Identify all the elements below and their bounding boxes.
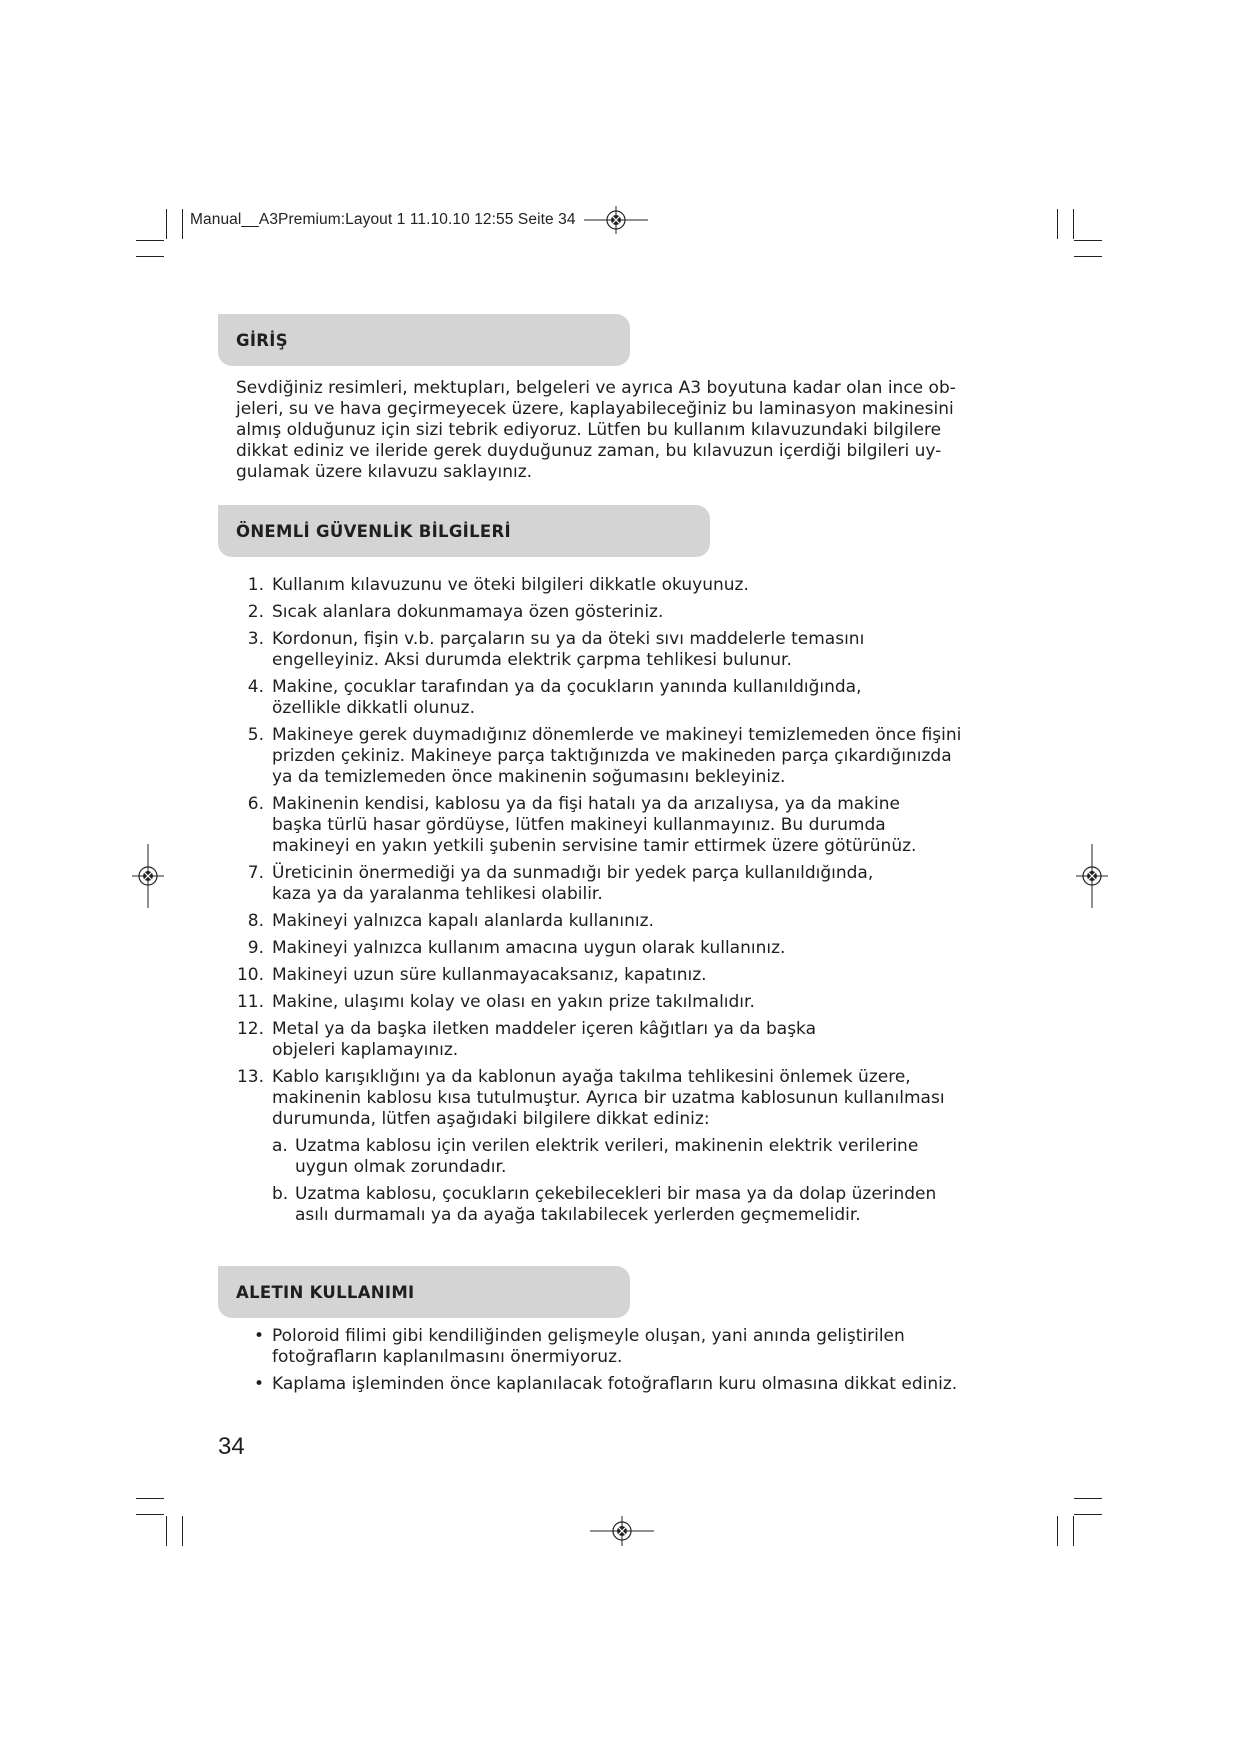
item-line: ya da temizlemeden önce makinenin soğumasını bekleyiniz. (272, 767, 786, 787)
item-line: Metal ya da başka iletken maddeler içeren kâğıtları ya da başka (272, 1019, 817, 1039)
section-header-safety (218, 505, 710, 557)
list-item (236, 575, 1036, 596)
item-line: Makineye gerek duymadığınız dönemlerde ve makineyi temizlemeden önce fişini (272, 725, 962, 745)
item-number: 1. (247, 575, 264, 595)
list-item (236, 677, 1036, 719)
intro-line: Sevdiğiniz resimleri, mektupları, belgeleri ve ayrıca A3 boyutuna kadar olan ince ob- (236, 378, 956, 398)
item-line: Makinenin kendisi, kablosu ya da fişi hatalı ya da arızalıysa, ya da makine (272, 794, 900, 814)
sublist-item (272, 1184, 1036, 1226)
registration-mark-icon (584, 206, 648, 234)
list-item (236, 602, 1036, 623)
section-header-usage (218, 1266, 630, 1318)
item-number: 11. (236, 992, 264, 1012)
item-number: 13. (236, 1067, 264, 1087)
item-line: Kablo karışıklığını ya da kablonun ayağa takılma tehlikesini önlemek üzere, (272, 1067, 911, 1087)
intro-line: almış olduğunuz için sizi tebrik ediyoruz. Lütfen bu kullanım kılavuzundaki bilgilere (236, 420, 942, 440)
item-line: Poloroid filimi gibi kendiliğinden gelişmeyle oluşan, yani anında geliştirilen (272, 1326, 905, 1346)
item-number: 12. (236, 1019, 264, 1039)
list-item (236, 629, 1036, 671)
list-item (236, 1019, 1036, 1061)
crop-mark (182, 1516, 183, 1546)
item-line: başka türlü hasar gördüyse, lütfen makineyi kullanmayınız. Bu durumda (272, 815, 886, 835)
list-item (236, 1067, 1036, 1226)
registration-mark-icon (1076, 844, 1108, 908)
crop-mark (1057, 209, 1058, 239)
item-number: 9. (247, 938, 264, 958)
crop-mark (1074, 1514, 1102, 1515)
list-item (254, 1326, 957, 1368)
page-number: 34 (218, 1433, 245, 1460)
section-title: GİRİŞ (236, 330, 288, 350)
sublist-item (272, 1136, 1036, 1178)
item-line: engelleyiniz. Aksi durumda elektrik çarpma tehlikesi bulunur. (272, 650, 792, 670)
intro-paragraph (236, 378, 1016, 483)
crop-mark (166, 1516, 167, 1546)
list-item (236, 938, 1036, 959)
list-item (236, 965, 1036, 986)
list-item (236, 725, 1036, 788)
item-line: uygun olmak zorundadır. (295, 1157, 507, 1177)
item-line: Uzatma kablosu için verilen elektrik verileri, makinenin elektrik verilerine (295, 1136, 919, 1156)
item-line: fotoğrafların kaplanılmasını önermiyoruz. (272, 1347, 623, 1367)
crop-mark (1074, 240, 1102, 241)
section-title: ÖNEMLİ GÜVENLİK BİLGİLERİ (236, 521, 511, 541)
item-line: Uzatma kablosu, çocukların çekebilecekleri bir masa ya da dolap üzerinden (295, 1184, 937, 1204)
crop-mark (136, 1498, 164, 1499)
item-letter: b. (272, 1184, 289, 1204)
bullet-icon: • (254, 1326, 265, 1346)
item-line: Kullanım kılavuzunu ve öteki bilgileri dikkatle okuyunuz. (272, 575, 749, 595)
list-item (254, 1374, 957, 1395)
item-line: Üreticinin önermediği ya da sunmadığı bir yedek parça kullanıldığında, (272, 863, 874, 883)
section-header-giris (218, 314, 630, 366)
item-number: 10. (236, 965, 264, 985)
section-title: ALETIN KULLANIMI (236, 1282, 415, 1302)
crop-mark (166, 209, 167, 239)
item-line: Makineyi yalnızca kullanım amacına uygun olarak kullanınız. (272, 938, 786, 958)
crop-mark (1057, 1516, 1058, 1546)
item-line: Sıcak alanlara dokunmamaya özen gösteriniz. (272, 602, 664, 622)
registration-mark-icon (132, 844, 164, 908)
item-line: Kaplama işleminden önce kaplanılacak fotoğrafların kuru olmasına dikkat ediniz. (272, 1374, 958, 1394)
crop-mark (136, 1514, 164, 1515)
item-line: objeleri kaplamayınız. (272, 1040, 459, 1060)
intro-line: gulamak üzere kılavuzu saklayınız. (236, 462, 533, 482)
item-line: Kordonun, fişin v.b. parçaların su ya da öteki sıvı maddelerle temasını (272, 629, 865, 649)
item-number: 3. (247, 629, 264, 649)
item-line: Makine, ulaşımı kolay ve olası en yakın prize takılmalıdır. (272, 992, 755, 1012)
item-number: 7. (247, 863, 264, 883)
item-line: Makineyi yalnızca kapalı alanlarda kullanınız. (272, 911, 654, 931)
crop-mark (182, 209, 183, 239)
item-line: Makine, çocuklar tarafından ya da çocukların yanında kullanıldığında, (272, 677, 862, 697)
intro-line: dikkat ediniz ve ileride gerek duyduğunuz zaman, bu kılavuzun içerdiği bilgileri uy- (236, 441, 942, 461)
item-line: makineyi en yakın yetkili şubenin servisine tamir ettirmek üzere götürünüz. (272, 836, 917, 856)
item-line: prizden çekiniz. Makineye parça taktığınızda ve makineden parça çıkardığınızda (272, 746, 952, 766)
item-line: asılı durmamalı ya da ayağa takılabilecek yerlerden geçmemelidir. (295, 1205, 861, 1225)
item-line: kaza ya da yaralanma tehlikesi olabilir. (272, 884, 603, 904)
item-line: özellikle dikkatli olunuz. (272, 698, 475, 718)
crop-mark (136, 240, 164, 241)
crop-mark (1074, 256, 1102, 257)
crop-mark (1073, 1516, 1074, 1546)
safety-list (236, 575, 1036, 1232)
registration-mark-icon (590, 1516, 654, 1546)
list-item (236, 794, 1036, 857)
crop-mark (1073, 209, 1074, 239)
list-item (236, 863, 1036, 905)
usage-list (254, 1326, 957, 1401)
item-number: 8. (247, 911, 264, 931)
item-number: 5. (247, 725, 264, 745)
item-line: Makineyi uzun süre kullanmayacaksanız, kapatınız. (272, 965, 707, 985)
print-slug: Manual__A3Premium:Layout 1 11.10.10 12:55 Seite 34 (190, 211, 576, 228)
bullet-icon: • (254, 1374, 265, 1394)
crop-mark (1074, 1498, 1102, 1499)
intro-line: jeleri, su ve hava geçirmeyecek üzere, kaplayabileceğiniz bu laminasyon makinesini (236, 399, 954, 419)
list-item (236, 992, 1036, 1013)
item-number: 6. (247, 794, 264, 814)
item-letter: a. (272, 1136, 288, 1156)
item-line: makinenin kablosu kısa tutulmuştur. Ayrıca bir uzatma kablosunun kullanılması (272, 1088, 945, 1108)
safety-sublist (272, 1136, 1036, 1226)
item-line: durumunda, lütfen aşağıdaki bilgilere dikkat ediniz: (272, 1109, 710, 1129)
item-number: 2. (247, 602, 264, 622)
item-number: 4. (247, 677, 264, 697)
crop-mark (136, 256, 164, 257)
list-item (236, 911, 1036, 932)
